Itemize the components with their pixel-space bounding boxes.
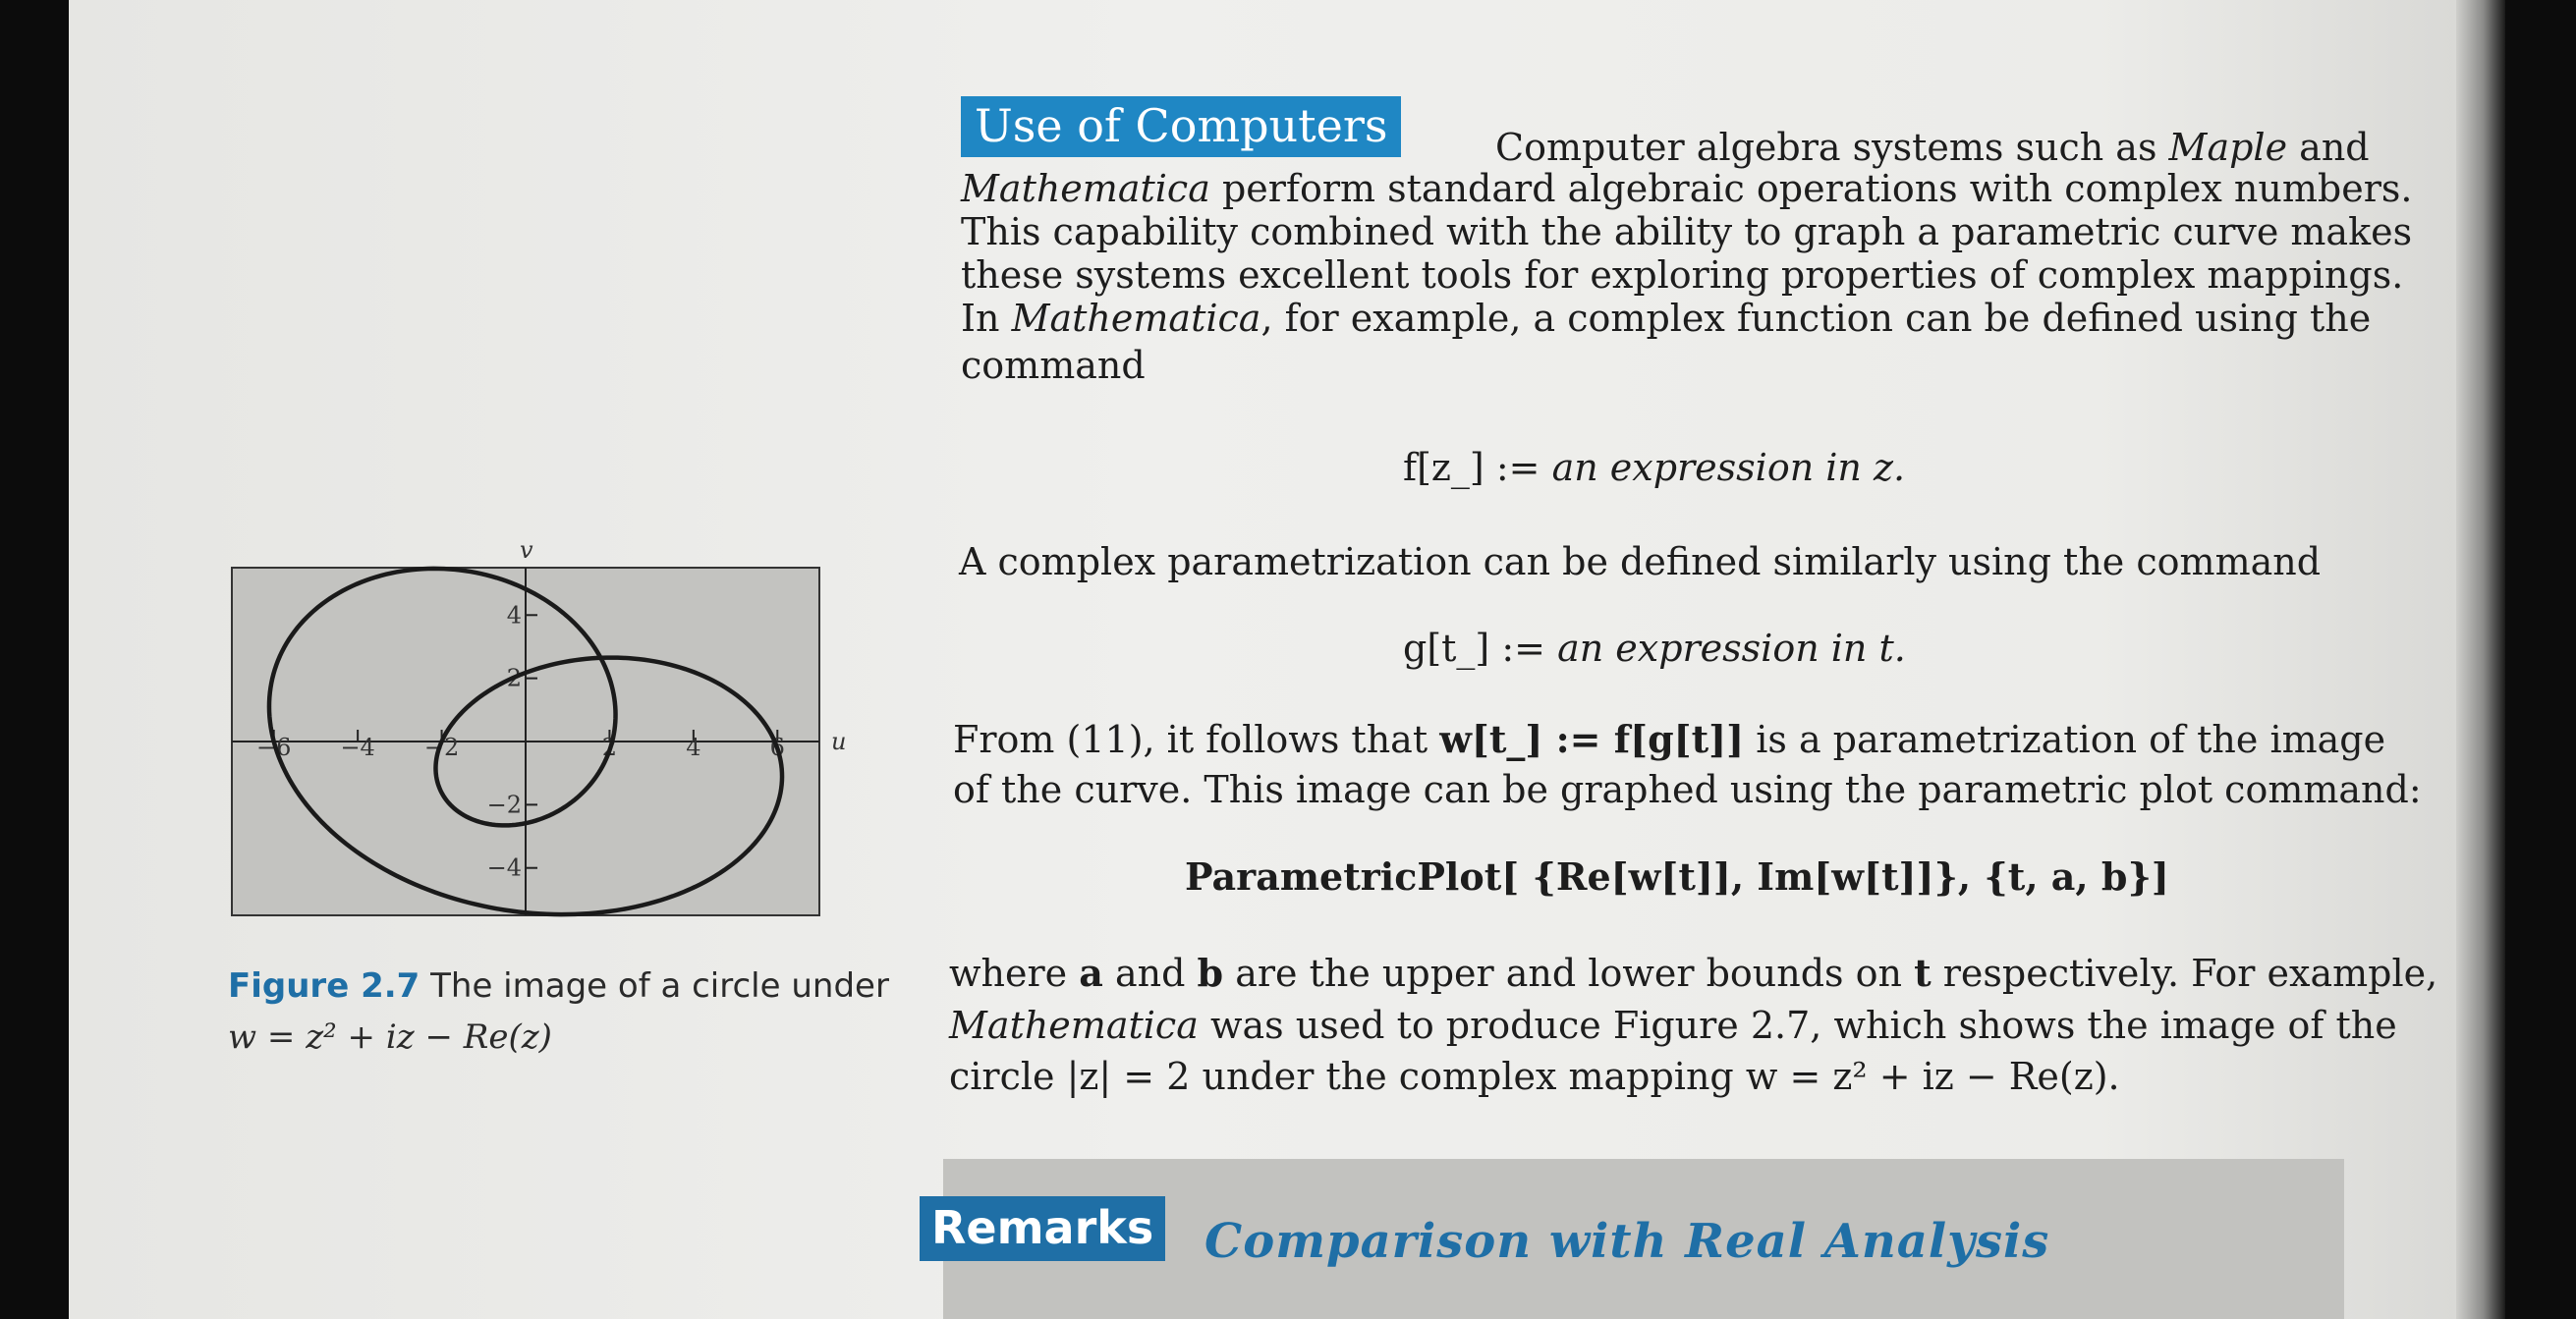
- text: is a parametrization of the image: [1756, 718, 2386, 761]
- paragraph-line: [961, 167, 2412, 210]
- equation-text: an expression in z.: [1551, 446, 1906, 489]
- text: and: [1114, 952, 1186, 995]
- x-tick-label: 2: [601, 734, 618, 761]
- equation-3: ParametricPlot[ {Re[w[t]], Im[w[t]]}, {t, a, b}]: [1185, 854, 2169, 899]
- figure-caption: [228, 966, 889, 1006]
- equation-2: [1403, 627, 1906, 670]
- paragraph-line: of the curve. This image can be graphed using the parametric plot command:: [953, 768, 2422, 811]
- x-tick-label: −4: [340, 734, 375, 761]
- page-edge: [2456, 0, 2505, 1319]
- text: respectively. For example,: [1942, 952, 2438, 995]
- section-label: Use of Computers: [961, 96, 1401, 157]
- text: Computer algebra systems such as: [1495, 126, 2157, 169]
- equation-1: [1403, 446, 1905, 489]
- y-tick-label: −4: [486, 853, 522, 882]
- emphasis: Mathematica: [1011, 297, 1261, 340]
- text: From (11), it follows that: [953, 718, 1428, 761]
- paragraph-line: This capability combined with the ability to graph a parametric curve makes: [961, 210, 2413, 253]
- caption-formula: w = z² + iz − Re(z): [228, 1017, 552, 1057]
- paragraph-line: circle |z| = 2 under the complex mapping w = z² + iz − Re(z).: [949, 1055, 2120, 1098]
- paragraph-line: [953, 717, 2385, 761]
- caption-text: The image of a circle under: [430, 966, 889, 1006]
- text: was used to produce Figure 2.7, which shows the image of the: [1209, 1004, 2397, 1047]
- text: , for example, a complex function can be defined using the: [1260, 297, 2372, 340]
- x-tick-label: 6: [769, 734, 785, 761]
- paragraph-line: [949, 951, 2437, 995]
- paragraph-line: [961, 297, 2371, 340]
- emphasis: Maple: [2168, 126, 2288, 169]
- y-tick-label: −2: [486, 791, 522, 819]
- text: perform standard algebraic operations with complex numbers.: [1221, 167, 2413, 210]
- paragraph-line: [949, 1004, 2397, 1047]
- remarks-label: Remarks: [920, 1196, 1165, 1261]
- x-tick-label: 4: [686, 734, 701, 761]
- bold-var: t: [1914, 951, 1932, 995]
- paragraph-line: A complex parametrization can be defined similarly using the command: [959, 540, 2322, 583]
- text: are the upper and lower bounds on: [1235, 952, 1902, 995]
- y-axis-label: v: [520, 536, 533, 564]
- remarks-title: Comparison with Real Analysis: [1204, 1214, 2050, 1269]
- paragraph-line: [1495, 126, 2370, 169]
- bold-var: b: [1197, 951, 1224, 995]
- paragraph-line: these systems excellent tools for exploring properties of complex mappings.: [961, 253, 2404, 297]
- code: g[t_] :=: [1403, 627, 1545, 670]
- figure-plot: [228, 530, 876, 943]
- paragraph-line: command: [961, 344, 1146, 387]
- x-axis-label: u: [831, 728, 847, 755]
- text: and: [2299, 126, 2370, 169]
- code: f[z_] :=: [1403, 446, 1540, 489]
- emphasis: Mathematica: [961, 167, 1210, 210]
- emphasis: Mathematica: [949, 1004, 1199, 1047]
- bold-var: a: [1079, 951, 1103, 995]
- x-tick-label: −2: [423, 734, 460, 761]
- text: In: [961, 297, 1000, 340]
- y-tick-label: 2: [506, 664, 522, 692]
- figure-number: Figure 2.7: [228, 966, 420, 1006]
- y-tick-label: 4: [506, 601, 522, 630]
- bold-code: w[t_] := f[g[t]]: [1439, 717, 1745, 761]
- x-tick-label: −6: [256, 734, 292, 761]
- text: where: [949, 952, 1068, 995]
- equation-text: an expression in t.: [1557, 627, 1906, 670]
